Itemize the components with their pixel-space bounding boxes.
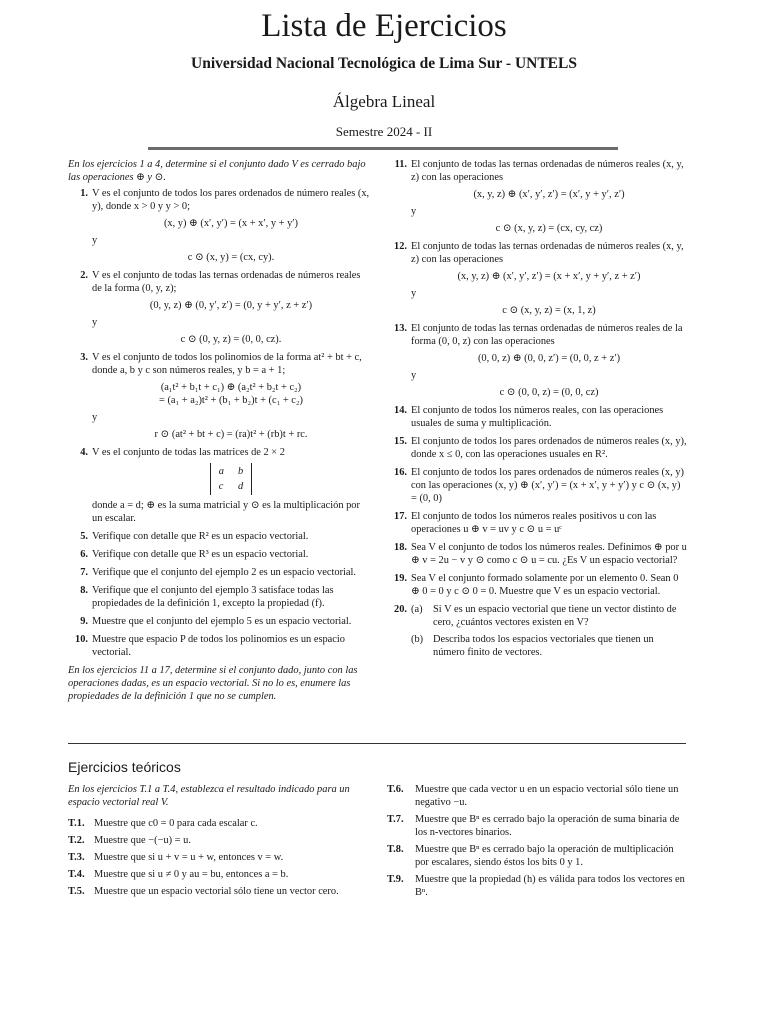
exercise-number: T.4. xyxy=(68,869,85,880)
exercise-text: V es el conjunto de todas las ternas ordenadas de números reales de la forma (0, y, z); xyxy=(92,270,361,294)
exercise-2 xyxy=(68,269,370,346)
exercise-17 xyxy=(387,510,687,536)
exercise-12 xyxy=(387,240,687,317)
exercise-5 xyxy=(68,530,370,543)
exercise-text: Muestre que si u ≠ 0 y au = bu, entonces a = b. xyxy=(94,869,289,880)
exercise-14 xyxy=(387,404,687,430)
exercise-number: 16. xyxy=(394,467,407,478)
sub-item-b xyxy=(411,633,687,659)
exercise-19 xyxy=(387,572,687,598)
equation: c ⊙ (0, 0, z) = (0, 0, cz) xyxy=(499,387,599,398)
exercise-6 xyxy=(68,548,370,561)
exercise-number: T.2. xyxy=(68,835,85,846)
exercise-text: V es el conjunto de todos los pares ordenados de número reales (x, y), donde x > 0 y y > 0; xyxy=(92,188,370,212)
exercise-number: T.1. xyxy=(68,818,85,829)
page-title: Lista de Ejercicios xyxy=(261,8,507,44)
matrix-entry: b xyxy=(238,466,244,477)
connector: y xyxy=(92,317,98,328)
exercise-number: T.7. xyxy=(387,814,404,825)
theory-2 xyxy=(68,834,370,847)
connector: y xyxy=(92,412,98,423)
equation: (0, 0, z) ⊕ (0, 0, z′) = (0, 0, z + z′) xyxy=(477,353,621,364)
exercise-number: 5. xyxy=(80,531,88,542)
exercise-text: El conjunto de todas las ternas ordenadas de números reales de la forma (0, 0, z) con las operaciones xyxy=(411,323,683,347)
sub-label: (b) xyxy=(411,634,424,645)
exercise-text: El conjunto de todas las ternas ordenadas de números reales (x, y, z) con las operaciones xyxy=(411,159,684,183)
equation: c ⊙ (0, y, z) = (0, 0, cz). xyxy=(180,334,282,345)
exercise-number: T.9. xyxy=(387,874,404,885)
exercise-number: 7. xyxy=(80,567,88,578)
exercise-text: Verifique con detalle que R³ es un espacio vectorial. xyxy=(92,549,309,560)
exercise-text: Muestre que un espacio vectorial sólo tiene un vector cero. xyxy=(94,886,339,897)
exercise-number: 20. xyxy=(394,604,407,615)
exercise-text: El conjunto de todos los números reales positivos u con las operaciones u ⊕ v = uv y c ⊙ u = uᶜ xyxy=(411,511,657,535)
equation: c ⊙ (x, y, z) = (x, 1, z) xyxy=(502,305,596,316)
connector: y xyxy=(92,235,98,246)
exercise-number: T.5. xyxy=(68,886,85,897)
exercise-10 xyxy=(68,633,370,659)
exercise-20 xyxy=(387,603,687,659)
semester: Semestre 2024 - II xyxy=(335,124,433,139)
theory-1 xyxy=(68,817,370,830)
matrix xyxy=(92,463,370,495)
sub-label: (a) xyxy=(411,604,423,615)
exercise-number: 10. xyxy=(75,634,88,645)
sub-item-a xyxy=(411,603,687,629)
theory-right-column xyxy=(387,783,687,903)
matrix-entry: d xyxy=(238,481,244,492)
equation: c ⊙ (x, y) = (cx, cy). xyxy=(187,252,275,263)
equation: (x, y, z) ⊕ (x′, y′, z′) = (x′, y + y′, z′) xyxy=(473,189,625,200)
theory-intro: En los ejercicios T.1 a T.4, establezca el resultado indicado para un espacio vectorial real V. xyxy=(68,784,350,808)
equation: (a₁t² + b₁t + c₁) ⊕ (a₂t² + b₂t + c₂) xyxy=(160,382,302,393)
exercise-text: Sea V el conjunto de todos los números reales. Definimos ⊕ por u ⊕ v = 2u − v y ⊙ como c ⊙ u = cu. ¿Es V un espacio vectorial? xyxy=(411,542,687,566)
exercise-text: Muestre que Bⁿ es cerrado bajo la operación de suma binaria de los n-vectores binarios. xyxy=(415,814,680,838)
exercise-number: 3. xyxy=(80,352,88,363)
equation: (x, y, z) ⊕ (x′, y′, z′) = (x + x′, y + y′, z + z′) xyxy=(457,271,641,282)
exercise-text: donde a = d; ⊕ es la suma matricial y ⊙ es la multiplicación por un escalar. xyxy=(92,500,360,524)
exercise-number: 6. xyxy=(80,549,88,560)
theory-7 xyxy=(387,813,687,839)
exercise-number: 18. xyxy=(394,542,407,553)
section-heading: Ejercicios teóricos xyxy=(68,759,181,775)
theory-6 xyxy=(387,783,687,809)
exercise-13 xyxy=(387,322,687,399)
exercise-number: 4. xyxy=(80,447,88,458)
exercise-number: 1. xyxy=(80,188,88,199)
theory-3 xyxy=(68,851,370,864)
equation: = (a₁ + a₂)t² + (b₁ + b₂)t + (c₁ + c₂) xyxy=(159,395,303,406)
theory-8 xyxy=(387,843,687,869)
exercise-number: 12. xyxy=(394,241,407,252)
exercise-text: Muestre que c0 = 0 para cada escalar c. xyxy=(94,818,258,829)
exercise-text: El conjunto de todos los pares ordenados de números reales (x, y), donde x ≤ 0, con las operaciones usuales en R². xyxy=(411,436,687,460)
exercise-text: Muestre que −(−u) = u. xyxy=(94,835,191,846)
exercise-text: Verifique con detalle que R² es un espacio vectorial. xyxy=(92,531,309,542)
theory-4 xyxy=(68,868,370,881)
exercise-text: El conjunto de todos los pares ordenados de números reales (x, y) con las operaciones (x, y) ⊕ (x′, y′) = (x + x′, y + y′) y c ⊙ (x, y) = (0, 0) xyxy=(411,467,684,504)
connector: y xyxy=(411,370,417,381)
exercise-1 xyxy=(68,187,370,264)
equation: r ⊙ (at² + bt + c) = (ra)t² + (rb)t + rc. xyxy=(154,429,308,440)
university-name: Universidad Nacional Tecnológica de Lima Sur - UNTELS xyxy=(191,55,577,72)
exercise-text: Muestre que el conjunto del ejemplo 5 es un espacio vectorial. xyxy=(92,616,352,627)
exercise-text: Verifique que el conjunto del ejemplo 2 es un espacio vectorial. xyxy=(92,567,357,578)
connector: y xyxy=(411,206,417,217)
exercise-8 xyxy=(68,584,370,610)
connector: y xyxy=(411,288,417,299)
equation: (0, y, z) ⊕ (0, y′, z′) = (0, y + y′, z + z′) xyxy=(149,300,313,311)
exercise-text: V es el conjunto de todos los polinomios de la forma at² + bt + c, donde a, b y c son números reales, y b = a + 1; xyxy=(92,352,362,376)
section-divider xyxy=(68,743,686,744)
exercise-number: 17. xyxy=(394,511,407,522)
exercise-text: Muestre que cada vector u en un espacio vectorial sólo tiene un negativo −u. xyxy=(415,784,679,808)
exercise-number: T.6. xyxy=(387,784,404,795)
exercise-text: Verifique que el conjunto del ejemplo 3 satisface todas las propiedades de la definición 1, excepto la propiedad (f). xyxy=(92,585,334,609)
exercise-number: 8. xyxy=(80,585,88,596)
exercise-7 xyxy=(68,566,370,579)
exercise-number: 11. xyxy=(394,159,407,170)
exercise-text: Sea V el conjunto formado solamente por un elemento 0. Sean 0 ⊕ 0 = 0 y c ⊙ 0 = 0. Muestre que V es un espacio vectorial. xyxy=(411,573,679,597)
exercise-number: 15. xyxy=(394,436,407,447)
right-column xyxy=(387,158,687,664)
exercise-15 xyxy=(387,435,687,461)
matrix-entry: a xyxy=(218,466,224,477)
exercise-11 xyxy=(387,158,687,235)
exercise-text: El conjunto de todas las ternas ordenadas de números reales (x, y, z) con las operaciones xyxy=(411,241,684,265)
exercise-number: 14. xyxy=(394,405,407,416)
intro-1-4: En los ejercicios 1 a 4, determine si el conjunto dado V es cerrado bajo las operaciones ⊕ y ⊙. xyxy=(68,159,366,183)
exercise-number: 2. xyxy=(80,270,88,281)
title-rule xyxy=(148,147,618,150)
exercise-text: Muestre que si u + v = u + w, entonces v = w. xyxy=(94,852,284,863)
theory-5 xyxy=(68,885,370,898)
equation: c ⊙ (x, y, z) = (cx, cy, cz) xyxy=(495,223,603,234)
theory-left-column xyxy=(68,783,370,902)
sub-text: Describa todos los espacios vectoriales que tienen un número finito de vectores. xyxy=(433,634,654,658)
exercise-text: Muestre que la propiedad (h) es válida para todos los vectores en Bⁿ. xyxy=(415,874,685,898)
intro-11-17: En los ejercicios 11 a 17, determine si el conjunto dado, junto con las operaciones dadas, es un espacio vectorial. Si no lo es, enumere las propiedades de la definición 1 que no se cumplen. xyxy=(68,665,358,702)
equation: (x, y) ⊕ (x′, y′) = (x + x′, y + y′) xyxy=(163,218,299,229)
theory-9 xyxy=(387,873,687,899)
exercise-number: T.3. xyxy=(68,852,85,863)
exercise-16 xyxy=(387,466,687,505)
sub-text: Si V es un espacio vectorial que tiene un vector distinto de cero, ¿cuántos vectores existen en V? xyxy=(433,604,677,628)
left-column xyxy=(68,158,370,706)
exercise-number: 13. xyxy=(394,323,407,334)
course-name: Álgebra Lineal xyxy=(332,92,436,111)
exercise-text: El conjunto de todos los números reales, con las operaciones usuales de suma y multiplicación. xyxy=(411,405,664,429)
exercise-text: V es el conjunto de todas las matrices de 2 × 2 xyxy=(92,447,285,458)
exercise-number: T.8. xyxy=(387,844,404,855)
exercise-18 xyxy=(387,541,687,567)
matrix-entry: c xyxy=(218,481,224,492)
exercise-number: 19. xyxy=(394,573,407,584)
exercise-text: Muestre que Bⁿ es cerrado bajo la operación de multiplicación por escalares, siendo éstos los bits 0 y 1. xyxy=(415,844,674,868)
exercise-4 xyxy=(68,446,370,525)
exercise-3 xyxy=(68,351,370,441)
exercise-9 xyxy=(68,615,370,628)
exercise-number: 9. xyxy=(80,616,88,627)
exercise-text: Muestre que espacio P de todos los polinomios es un espacio vectorial. xyxy=(92,634,345,658)
